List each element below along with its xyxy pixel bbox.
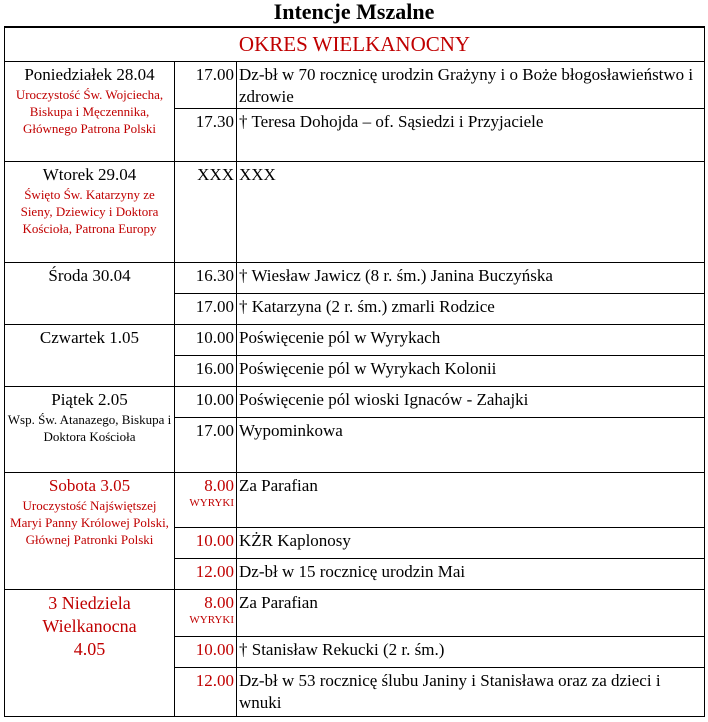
mass-place: WYRYKI <box>189 497 234 509</box>
mass-place: WYRYKI <box>189 614 234 626</box>
feast-description: Wsp. Św. Atanazego, Biskupa i Doktora Kościoła <box>7 412 172 444</box>
mass-time: 17.00 <box>175 418 237 473</box>
mass-intention: Wypominkowa <box>237 418 705 473</box>
mass-time-value: 8.00 <box>204 476 234 495</box>
intentions-table <box>4 26 705 717</box>
mass-intention: Dz-bł w 70 rocznicę urodzin Grażyny i o Boże błogosławieństwo i zdrowie <box>237 62 705 109</box>
mass-intention: KŻR Kaplonosy <box>237 528 705 559</box>
mass-intention: † Katarzyna (2 r. śm.) zmarli Rodzice <box>237 294 705 325</box>
day-cell-wednesday <box>5 263 175 325</box>
feast-description: Uroczystość Najświętszej Maryi Panny Królowej Polski, Głównej Patronki Polski <box>10 498 169 547</box>
day-cell-thursday <box>5 325 175 387</box>
feast-description: Święto Św. Katarzyny ze Sieny, Dziewicy i Doktora Kościoła, Patrona Europy <box>20 187 159 236</box>
mass-intention: Poświęcenie pól w Wyrykach <box>237 325 705 356</box>
mass-time: 12.00 <box>175 668 237 717</box>
mass-intention: † Stanisław Rekucki (2 r. śm.) <box>237 637 705 668</box>
mass-time-value: 8.00 <box>204 593 234 612</box>
day-cell-tuesday <box>5 162 175 263</box>
mass-time: 10.00 <box>175 387 237 418</box>
mass-time: 10.00 <box>175 325 237 356</box>
mass-time: 10.00 <box>175 637 237 668</box>
page-title: Intencje Mszalne <box>273 0 435 24</box>
day-name: Piątek 2.05 <box>51 390 128 409</box>
mass-time: 10.00 <box>175 528 237 559</box>
mass-time: 17.00 <box>175 294 237 325</box>
mass-intention: Poświęcenie pól w Wyrykach Kolonii <box>237 356 705 387</box>
day-name: Poniedziałek 28.04 <box>24 65 155 84</box>
day-name: Wtorek 29.04 <box>42 165 137 184</box>
mass-intention: Dz-bł w 15 rocznicę urodzin Mai <box>237 559 705 590</box>
mass-time: 12.00 <box>175 559 237 590</box>
mass-time <box>175 473 237 528</box>
day-cell-saturday <box>5 473 175 590</box>
mass-time: 16.30 <box>175 263 237 294</box>
mass-intention: Dz-bł w 53 rocznicę ślubu Janiny i Stanisława oraz za dzieci i wnuki <box>237 668 705 717</box>
mass-intention: Za Parafian <box>237 590 705 637</box>
mass-time: 17.00 <box>175 62 237 109</box>
mass-intention: † Wiesław Jawicz (8 r. śm.) Janina Buczyńska <box>237 263 705 294</box>
mass-time: 16.00 <box>175 356 237 387</box>
day-name: Czwartek 1.05 <box>39 328 140 347</box>
mass-time: XXX <box>175 162 237 263</box>
mass-intention: Za Parafian <box>237 473 705 528</box>
feast-description: Uroczystość Św. Wojciecha, Biskupa i Męczennika, Głównego Patrona Polski <box>15 87 164 136</box>
day-cell-monday <box>5 62 175 162</box>
season-header: OKRES WIELKANOCNY <box>5 27 705 62</box>
mass-time: 17.30 <box>175 109 237 162</box>
day-name: 3 Niedziela Wielkanocna 4.05 <box>42 593 137 659</box>
mass-intention: Poświęcenie pól wioski Ignaców - Zahajki <box>237 387 705 418</box>
day-cell-friday <box>5 387 175 473</box>
day-cell-sunday <box>5 590 175 717</box>
day-name: Sobota 3.05 <box>48 476 131 495</box>
day-name: Środa 30.04 <box>48 266 131 285</box>
mass-intention: XXX <box>237 162 705 263</box>
mass-intention: † Teresa Dohojda – of. Sąsiedzi i Przyjaciele <box>237 109 705 162</box>
mass-time <box>175 590 237 637</box>
